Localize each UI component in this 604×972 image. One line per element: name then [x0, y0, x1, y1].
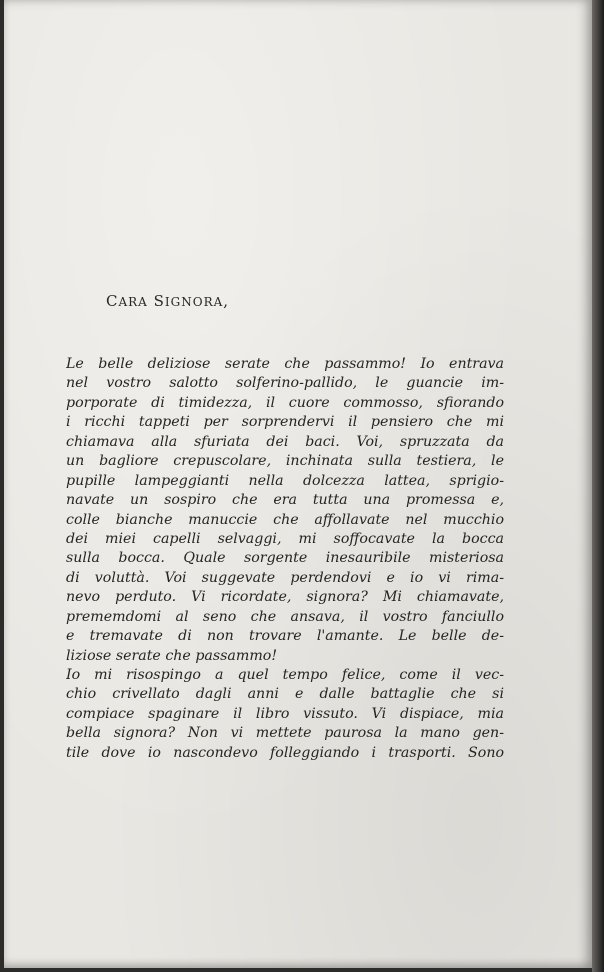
salutation-initial-2: S	[153, 292, 165, 310]
salutation-rest-2: IGNORA	[164, 295, 224, 309]
salutation-initial-1: C	[106, 292, 119, 310]
book-page	[4, 0, 592, 968]
salutation	[106, 292, 229, 310]
text-line: chio crivellato dagli anni e dalle battaglie che si	[66, 686, 504, 703]
text-line: bella signora? Non vi mettete paurosa la mano gen-	[66, 725, 504, 742]
book-spine-shadow	[592, 0, 604, 972]
text-line: prememdomi al seno che ansava, il vostro fanciullo	[66, 608, 504, 625]
salutation-punct: ,	[223, 292, 230, 310]
text-line: dei miei capelli selvaggi, mi soffocavate la bocca	[66, 530, 504, 547]
text-line: nel vostro salotto solferino-pallido, le guancie im-	[66, 375, 504, 392]
text-line: tile dove io nascondevo folleggiando i trasporti. Sono	[66, 744, 504, 761]
text-line: navate un sospiro che era tutta una promessa e,	[66, 492, 504, 509]
text-line: e tremavate di non trovare l'amante. Le belle de-	[66, 628, 504, 645]
letter-body	[66, 355, 504, 763]
salutation-rest-1: ARA	[118, 295, 148, 309]
text-line: nevo perduto. Vi ricordate, signora? Mi chiamavate,	[66, 589, 504, 606]
text-line: Io mi risospingo a quel tempo felice, come il vec-	[66, 667, 504, 683]
text-line: Le belle deliziose serate che passammo! Io entrava	[66, 356, 504, 372]
text-line: i ricchi tappeti per sorprendervi il pensiero che mi	[66, 414, 504, 431]
text-line: colle bianche manuccie che affollavate nel mucchio	[66, 511, 504, 528]
text-line: pupille lampeggianti nella dolcezza lattea, sprigio-	[66, 472, 504, 489]
text-line: un bagliore crepuscolare, inchinata sulla testiera, le	[66, 453, 504, 470]
text-line: liziose serate che passammo!	[66, 647, 278, 664]
text-line: chiamava alla sfuriata dei baci. Voi, spruzzata da	[66, 433, 504, 450]
text-line: compiace spaginare il libro vissuto. Vi dispiace, mia	[66, 705, 504, 722]
text-line: sulla bocca. Quale sorgente inesauribile misteriosa	[66, 550, 504, 567]
text-line: di voluttà. Voi suggevate perdendovi e io vi rima-	[66, 569, 504, 586]
text-line: porporate di timidezza, il cuore commosso, sfiorando	[66, 394, 504, 411]
